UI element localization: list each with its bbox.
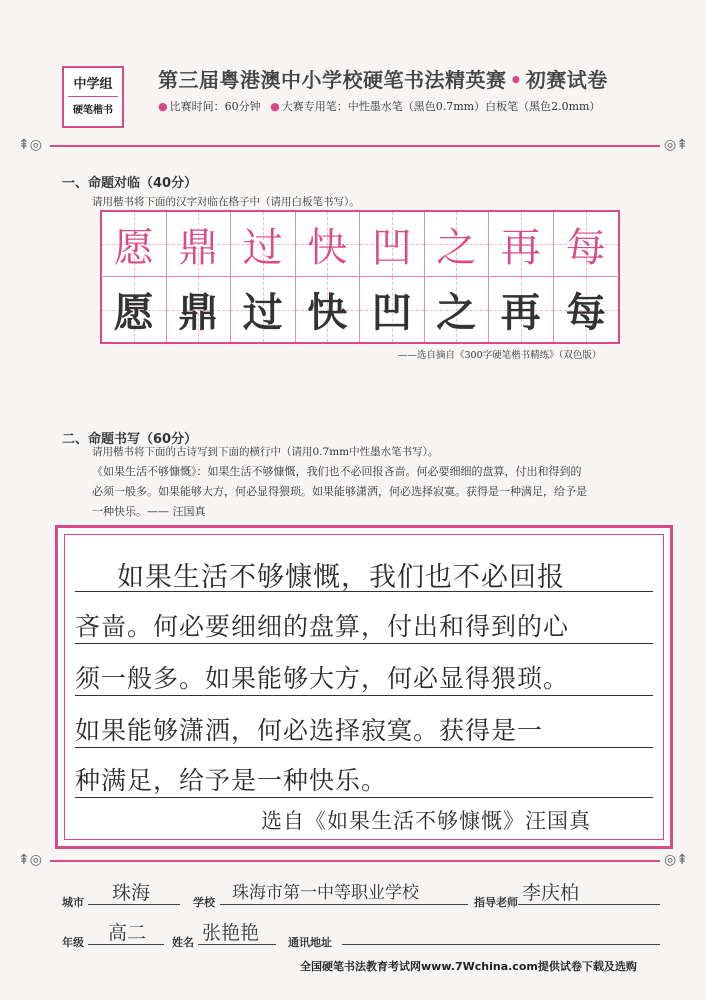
copied-char: 鼎 xyxy=(178,289,219,336)
copy-char-cell[interactable] xyxy=(231,277,296,342)
school-underline xyxy=(220,904,468,905)
handwriting-line: 如果生活不够慷慨，我们也不必回报 xyxy=(117,562,565,593)
copied-char: 之 xyxy=(436,289,477,336)
writing-line xyxy=(75,695,653,696)
name-label: 姓名 xyxy=(172,936,194,949)
competition-info xyxy=(158,98,600,114)
copy-char-cell[interactable] xyxy=(167,277,232,342)
section1-title: 一、命题对临（40分） xyxy=(62,176,198,191)
copy-grid xyxy=(100,210,620,344)
teacher-label: 指导老师 xyxy=(474,896,518,909)
copied-char: 愿 xyxy=(113,289,154,336)
city-label: 城市 xyxy=(62,896,84,909)
scroll-ornament-icon: ◎⇞ xyxy=(664,137,688,153)
grade-label: 年级 xyxy=(62,936,84,949)
copied-char: 过 xyxy=(242,289,283,336)
source-citation: ——选自摘自《300字硬笔楷书精练》（双色版） xyxy=(398,350,602,361)
school-value[interactable]: 珠海市第一中等职业学校 xyxy=(232,883,419,903)
model-char-cell xyxy=(102,212,167,277)
model-char-cell xyxy=(231,212,296,277)
model-char: 凹 xyxy=(371,224,412,271)
copy-char-cell[interactable] xyxy=(489,277,554,342)
model-char-cell xyxy=(489,212,554,277)
model-char: 鼎 xyxy=(178,224,219,271)
grade-value[interactable]: 高二 xyxy=(108,922,147,944)
handwriting-line: 吝啬。何必要细细的盘算，付出和得到的心 xyxy=(75,612,570,641)
address-underline[interactable] xyxy=(342,944,660,945)
city-value[interactable]: 珠海 xyxy=(112,882,151,904)
teacher-underline xyxy=(518,904,660,905)
handwriting-signature: 选自《如果生活不够慷慨》汪国真 xyxy=(261,809,591,833)
handwriting-line: 须一般多。如果能够大方，何必显得猥琐。 xyxy=(75,664,570,693)
section1-instruction: 请用楷书将下面的汉字对临在格子中（请用白板笔书写）。 xyxy=(92,196,360,208)
copy-char-cell[interactable] xyxy=(102,277,167,342)
model-char: 之 xyxy=(436,224,477,271)
page-title xyxy=(158,64,608,93)
title-dot: • xyxy=(509,68,523,92)
name-value[interactable]: 张艳艳 xyxy=(202,922,260,944)
model-char: 每 xyxy=(565,224,606,271)
passage-line: 必须一般多。如果能够大方，何必显得猥琐。如果能够潇洒，何必选择寂寞。获得是一种满足，给予是 xyxy=(92,485,587,498)
copied-char: 再 xyxy=(500,289,541,336)
copied-char: 快 xyxy=(307,289,348,336)
writing-box xyxy=(55,525,673,849)
handwriting-line: 种满足，给予是一种快乐。 xyxy=(75,766,388,795)
name-underline xyxy=(198,944,276,945)
poem-passage xyxy=(92,462,662,522)
scroll-ornament-icon: ⇞◎ xyxy=(18,137,42,153)
bullet-dot-icon: ● xyxy=(158,100,168,113)
handwriting-line: 如果能够潇洒，何必选择寂寞。获得是一 xyxy=(75,716,544,745)
title-main: 第三届粤港澳中小学校硬笔书法精英赛 xyxy=(158,68,507,92)
title-suffix: 初赛试卷 xyxy=(525,68,608,92)
bullet-dot-icon: ● xyxy=(270,100,280,113)
model-char: 过 xyxy=(242,224,283,271)
model-char-cell xyxy=(554,212,619,277)
copy-char-cell[interactable] xyxy=(360,277,425,342)
writing-line xyxy=(75,797,653,798)
school-label: 学校 xyxy=(193,896,215,909)
scroll-ornament-icon: ◎⇞ xyxy=(664,852,688,868)
passage-line: 一种快乐。—— 汪国真 xyxy=(92,505,206,518)
model-char: 再 xyxy=(500,224,541,271)
copied-char: 凹 xyxy=(371,289,412,336)
section2-title: 二、命题书写（60分） xyxy=(62,432,198,447)
model-char: 快 xyxy=(307,224,348,271)
copied-char: 每 xyxy=(565,289,606,336)
bottom-divider xyxy=(50,860,660,862)
copy-char-cell[interactable] xyxy=(554,277,619,342)
footer-note: 全国硬笔书法教育考试网www.7Wchina.com提供试卷下载及选购 xyxy=(300,960,637,973)
scroll-ornament-icon: ⇞◎ xyxy=(18,852,42,868)
pen-info: 大赛专用笔：中性墨水笔（黑色0.7mm）白板笔（黑色2.0mm） xyxy=(281,100,601,113)
writing-line xyxy=(75,747,653,748)
passage-line: 《如果生活不够慷慨》：如果生活不够慷慨，我们也不必回报吝啬。何必要细细的盘算，付出和得到的 xyxy=(92,465,582,478)
model-char-cell xyxy=(360,212,425,277)
copy-char-cell[interactable] xyxy=(425,277,490,342)
time-info: 比赛时间：60分钟 xyxy=(169,100,261,113)
grade-underline xyxy=(88,944,164,945)
model-char-cell xyxy=(425,212,490,277)
model-char-cell xyxy=(167,212,232,277)
group-badge xyxy=(62,66,124,128)
writing-box-inner xyxy=(64,534,664,840)
copy-char-cell[interactable] xyxy=(296,277,361,342)
model-char-cell xyxy=(296,212,361,277)
teacher-value[interactable]: 李庆柏 xyxy=(522,882,580,904)
section2-instruction: 请用楷书将下面的古诗写到下面的横行中（请用0.7mm中性墨水笔书写）。 xyxy=(92,446,439,458)
address-label: 通讯地址 xyxy=(288,936,332,949)
group-badge-divider xyxy=(68,96,118,97)
writing-line xyxy=(75,643,653,644)
model-char: 愿 xyxy=(113,224,154,271)
top-divider xyxy=(50,145,660,147)
group-badge-bottom: 硬笔楷书 xyxy=(73,105,113,116)
group-badge-top: 中学组 xyxy=(73,77,113,92)
city-underline xyxy=(88,904,180,905)
